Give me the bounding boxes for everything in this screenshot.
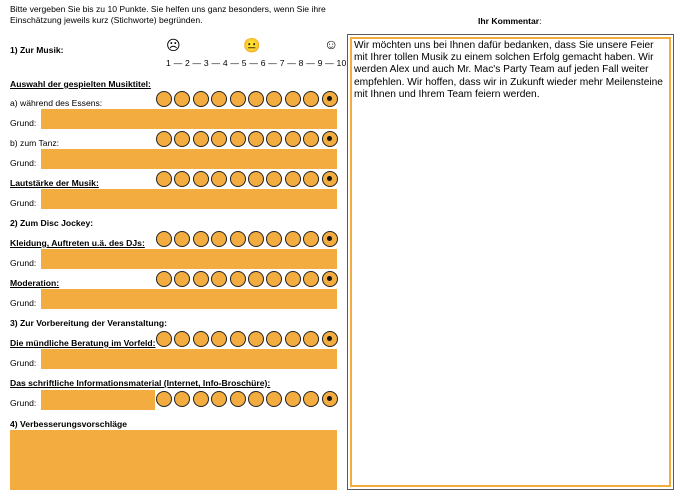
rating-radio-9[interactable]	[303, 271, 319, 287]
rating-moderation	[156, 271, 338, 287]
rating-radio-8[interactable]	[285, 91, 301, 107]
question-beratung-label: Die mündliche Beratung im Vorfeld:	[10, 338, 156, 348]
rating-radio-7[interactable]	[266, 131, 282, 147]
grund-beratung-input[interactable]	[41, 349, 337, 369]
rating-radio-5[interactable]	[230, 171, 246, 187]
grund-label: Grund:	[10, 398, 37, 408]
grund-material-input[interactable]	[41, 390, 155, 410]
rating-radio-7[interactable]	[266, 171, 282, 187]
rating-kleidung	[156, 231, 338, 247]
rating-radio-1[interactable]	[156, 171, 172, 187]
rating-radio-5[interactable]	[230, 391, 246, 407]
comment-heading-colon: :	[539, 16, 542, 26]
rating-radio-1[interactable]	[156, 271, 172, 287]
rating-radio-3[interactable]	[193, 91, 209, 107]
rating-radio-8[interactable]	[285, 131, 301, 147]
rating-radio-7[interactable]	[266, 391, 282, 407]
rating-radio-10[interactable]	[322, 331, 338, 347]
comment-heading	[478, 16, 542, 26]
rating-radio-9[interactable]	[303, 91, 319, 107]
rating-essen	[156, 91, 338, 107]
rating-radio-8[interactable]	[285, 331, 301, 347]
grund-essen-input[interactable]	[41, 109, 337, 129]
rating-radio-6[interactable]	[248, 331, 264, 347]
question-moderation-label: Moderation:	[10, 278, 60, 288]
rating-radio-10[interactable]	[322, 391, 338, 407]
rating-radio-9[interactable]	[303, 171, 319, 187]
rating-radio-1[interactable]	[156, 131, 172, 147]
comment-heading-label: Ihr Kommentar	[478, 16, 540, 26]
rating-radio-2[interactable]	[174, 171, 190, 187]
rating-radio-8[interactable]	[285, 231, 301, 247]
rating-radio-4[interactable]	[211, 131, 227, 147]
grund-label: Grund:	[10, 298, 37, 308]
rating-radio-9[interactable]	[303, 131, 319, 147]
grund-label: Grund:	[10, 198, 37, 208]
grund-tanz-input[interactable]	[41, 149, 337, 169]
rating-radio-6[interactable]	[248, 391, 264, 407]
rating-radio-2[interactable]	[174, 391, 190, 407]
rating-radio-6[interactable]	[248, 271, 264, 287]
rating-radio-1[interactable]	[156, 231, 172, 247]
rating-radio-1[interactable]	[156, 91, 172, 107]
rating-radio-6[interactable]	[248, 171, 264, 187]
rating-radio-4[interactable]	[211, 271, 227, 287]
rating-radio-2[interactable]	[174, 131, 190, 147]
rating-radio-8[interactable]	[285, 171, 301, 187]
rating-radio-3[interactable]	[193, 391, 209, 407]
rating-radio-3[interactable]	[193, 271, 209, 287]
section-verbesserung-heading: 4) Verbesserungsvorschläge	[10, 419, 128, 429]
rating-material	[156, 391, 338, 407]
grund-label: Grund:	[10, 358, 37, 368]
rating-beratung	[156, 331, 338, 347]
rating-radio-1[interactable]	[156, 331, 172, 347]
section-dj-heading: 2) Zum Disc Jockey:	[10, 218, 94, 228]
rating-radio-6[interactable]	[248, 91, 264, 107]
happy-face-icon: ☺	[324, 36, 339, 52]
question-essen-label: a) während des Essens:	[10, 98, 103, 108]
grund-kleidung-input[interactable]	[41, 249, 337, 269]
grund-label: Grund:	[10, 158, 37, 168]
rating-radio-5[interactable]	[230, 331, 246, 347]
question-auswahl-label: Auswahl der gespielten Musiktitel:	[10, 79, 151, 89]
rating-tanz	[156, 131, 338, 147]
rating-radio-8[interactable]	[285, 391, 301, 407]
rating-radio-7[interactable]	[266, 91, 282, 107]
rating-radio-6[interactable]	[248, 131, 264, 147]
rating-radio-7[interactable]	[266, 231, 282, 247]
rating-radio-9[interactable]	[303, 231, 319, 247]
rating-radio-9[interactable]	[303, 391, 319, 407]
rating-lautstaerke	[156, 171, 338, 187]
rating-radio-7[interactable]	[266, 331, 282, 347]
rating-radio-9[interactable]	[303, 331, 319, 347]
grund-label: Grund:	[10, 118, 37, 128]
grund-lautstaerke-input[interactable]	[41, 189, 337, 209]
rating-radio-3[interactable]	[193, 171, 209, 187]
rating-radio-3[interactable]	[193, 131, 209, 147]
rating-radio-3[interactable]	[193, 231, 209, 247]
rating-radio-4[interactable]	[211, 391, 227, 407]
rating-radio-6[interactable]	[248, 231, 264, 247]
rating-radio-2[interactable]	[174, 91, 190, 107]
rating-radio-1[interactable]	[156, 391, 172, 407]
rating-radio-5[interactable]	[230, 91, 246, 107]
intro-text: Bitte vergeben Sie bis zu 10 Punkte. Sie helfen uns ganz besonders, wenn Sie ihre Einschätzung jeweils kurz (Stichworte) begründen.	[10, 4, 326, 25]
rating-radio-10[interactable]	[322, 171, 338, 187]
section-vorbereitung-heading: 3) Zur Vorbereitung der Veranstaltung:	[10, 318, 167, 328]
rating-radio-5[interactable]	[230, 271, 246, 287]
comment-textarea[interactable]: Wir möchten uns bei Ihnen dafür bedanken, dass Sie unsere Feier mit Ihrer tollen Musik zu einem solchen Erfolg gemacht haben. Wir werden Alex und auch Mr. Mac's Party Team auf jeden Fall weiter empfehlen. Wir hoffen, dass wir in Zukunft wieder mehr Meilensteine mit Ihnen und Ihrem Team feiern werden.	[350, 37, 671, 487]
rating-radio-10[interactable]	[322, 231, 338, 247]
grund-label: Grund:	[10, 258, 37, 268]
rating-radio-4[interactable]	[211, 171, 227, 187]
rating-radio-10[interactable]	[322, 271, 338, 287]
question-material-label: Das schriftliche Informationsmaterial (Internet, Info-Broschüre):	[10, 378, 271, 388]
rating-scale-numbers: 1 — 2 — 3 — 4 — 5 — 6 — 7 — 8 — 9 — 10	[166, 58, 347, 68]
rating-radio-7[interactable]	[266, 271, 282, 287]
rating-radio-4[interactable]	[211, 91, 227, 107]
sad-face-icon: ☹	[166, 37, 181, 53]
rating-radio-10[interactable]	[322, 91, 338, 107]
rating-radio-2[interactable]	[174, 271, 190, 287]
rating-radio-8[interactable]	[285, 271, 301, 287]
question-tanz-label: b) zum Tanz:	[10, 138, 60, 148]
section-musik-heading: 1) Zur Musik:	[10, 45, 64, 55]
question-lautstaerke-label: Lautstärke der Musik:	[10, 178, 99, 188]
question-kleidung-label: Kleidung, Auftreten u.ä. des DJs:	[10, 238, 145, 248]
rating-radio-5[interactable]	[230, 231, 246, 247]
rating-radio-4[interactable]	[211, 331, 227, 347]
rating-radio-3[interactable]	[193, 331, 209, 347]
neutral-face-icon: 😐	[243, 37, 261, 53]
rating-radio-10[interactable]	[322, 131, 338, 147]
rating-radio-2[interactable]	[174, 231, 190, 247]
rating-radio-5[interactable]	[230, 131, 246, 147]
verbesserung-textarea[interactable]	[10, 430, 337, 490]
comment-box	[347, 34, 674, 490]
grund-moderation-input[interactable]	[41, 289, 337, 309]
rating-radio-4[interactable]	[211, 231, 227, 247]
rating-radio-2[interactable]	[174, 331, 190, 347]
